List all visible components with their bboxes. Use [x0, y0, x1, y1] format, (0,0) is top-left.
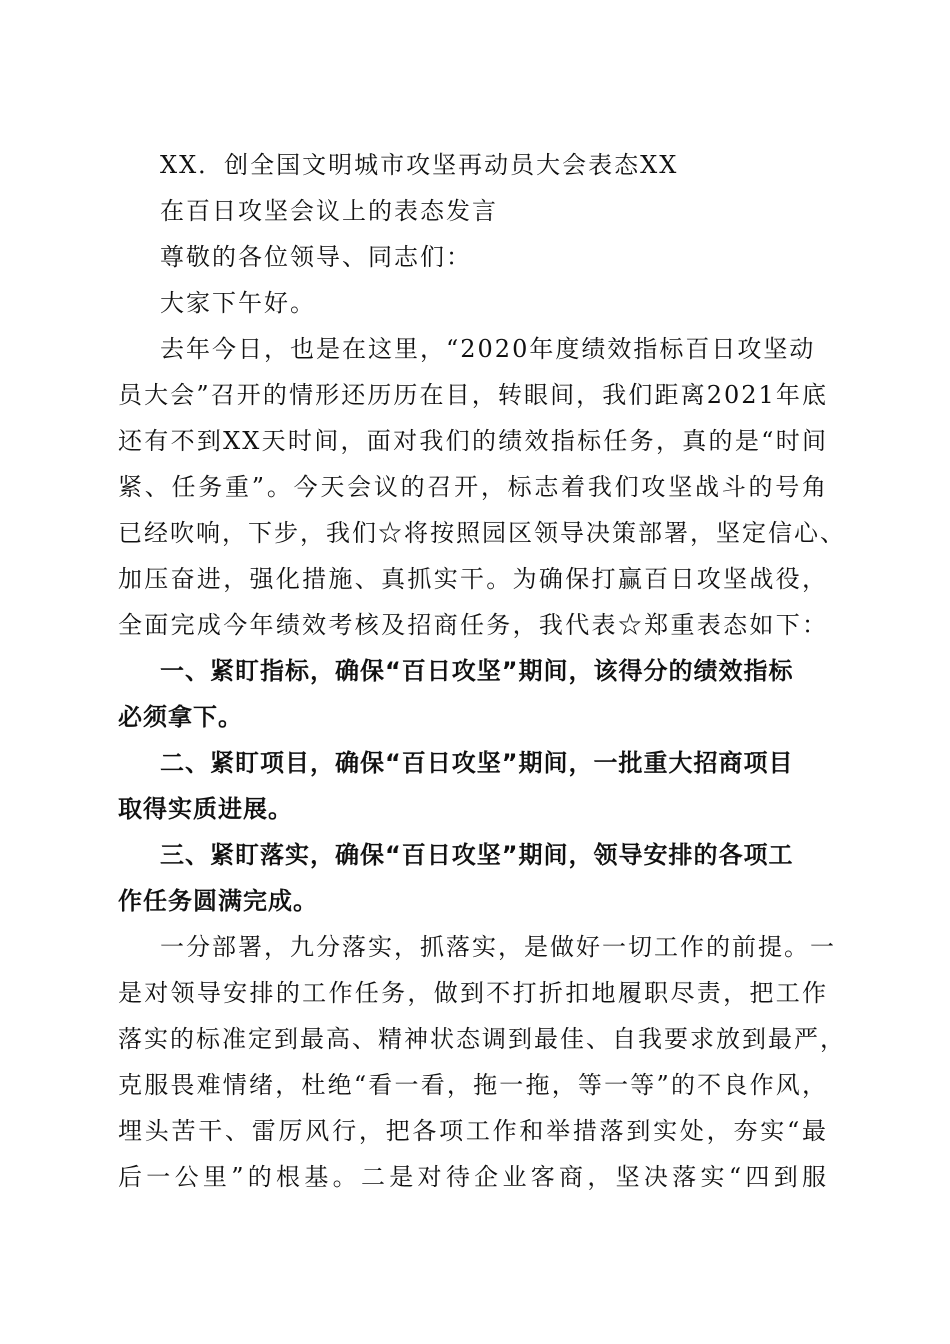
paragraph-2-line-5: 埋头苦干、雷厉风行，把各项工作和举措落到实处，夯实“最 — [118, 1117, 828, 1145]
paragraph-1-line-4: 紧、任务重”。今天会议的召开，标志着我们攻坚战斗的号角 — [118, 473, 828, 501]
heading-3-line-1: 三、紧盯落实，确保“百日攻坚”期间，领导安排的各项工 — [160, 841, 794, 869]
paragraph-1-line-1: 去年今日，也是在这里，“2020年度绩效指标百日攻坚动 — [160, 335, 816, 363]
heading-1-line-1: 一、紧盯指标，确保“百日攻坚”期间，该得分的绩效指标 — [160, 657, 794, 685]
paragraph-1-line-6: 加压奋进，强化措施、真抓实干。为确保打赢百日攻坚战役， — [118, 565, 828, 593]
salutation: 尊敬的各位领导、同志们： — [160, 243, 472, 271]
greeting: 大家下午好。 — [160, 289, 316, 317]
paragraph-2-line-1: 一分部署，九分落实，抓落实，是做好一切工作的前提。一 — [160, 933, 836, 961]
paragraph-1-line-5: 已经吹响，下步，我们☆将按照园区领导决策部署，坚定信心、 — [118, 519, 846, 547]
document-body — [118, 142, 846, 1200]
document-subtitle: 在百日攻坚会议上的表态发言 — [160, 197, 498, 225]
heading-1-line-2: 必须拿下。 — [118, 703, 243, 731]
paragraph-1 — [118, 326, 846, 648]
paragraph-2 — [118, 924, 846, 1200]
document-header-title: XX．创全国文明城市攻坚再动员大会表态XX — [160, 151, 679, 179]
paragraph-2-line-2: 是对领导安排的工作任务，做到不打折扣地履职尽责，把工作 — [118, 979, 828, 1007]
heading-2 — [118, 740, 828, 832]
heading-3-line-2: 作任务圆满完成。 — [118, 887, 318, 915]
heading-2-line-2: 取得实质进展。 — [118, 795, 293, 823]
paragraph-1-line-2: 员大会”召开的情形还历历在目，转眼间，我们距离2021年底 — [118, 381, 828, 409]
heading-1 — [118, 648, 828, 740]
paragraph-2-line-3: 落实的标准定到最高、精神状态调到最佳、自我要求放到最严， — [118, 1025, 846, 1053]
paragraph-1-line-7: 全面完成今年绩效考核及招商任务，我代表☆郑重表态如下： — [118, 611, 828, 639]
paragraph-1-line-3: 还有不到XX天时间，面对我们的绩效指标任务，真的是“时间 — [118, 427, 828, 455]
paragraph-2-line-6: 后一公里”的根基。二是对待企业客商，坚决落实“四到服 — [118, 1163, 828, 1191]
heading-3 — [118, 832, 828, 924]
heading-2-line-1: 二、紧盯项目，确保“百日攻坚”期间，一批重大招商项目 — [160, 749, 794, 777]
paragraph-2-line-4: 克服畏难情绪，杜绝“看一看，拖一拖，等一等”的不良作风， — [118, 1071, 828, 1099]
